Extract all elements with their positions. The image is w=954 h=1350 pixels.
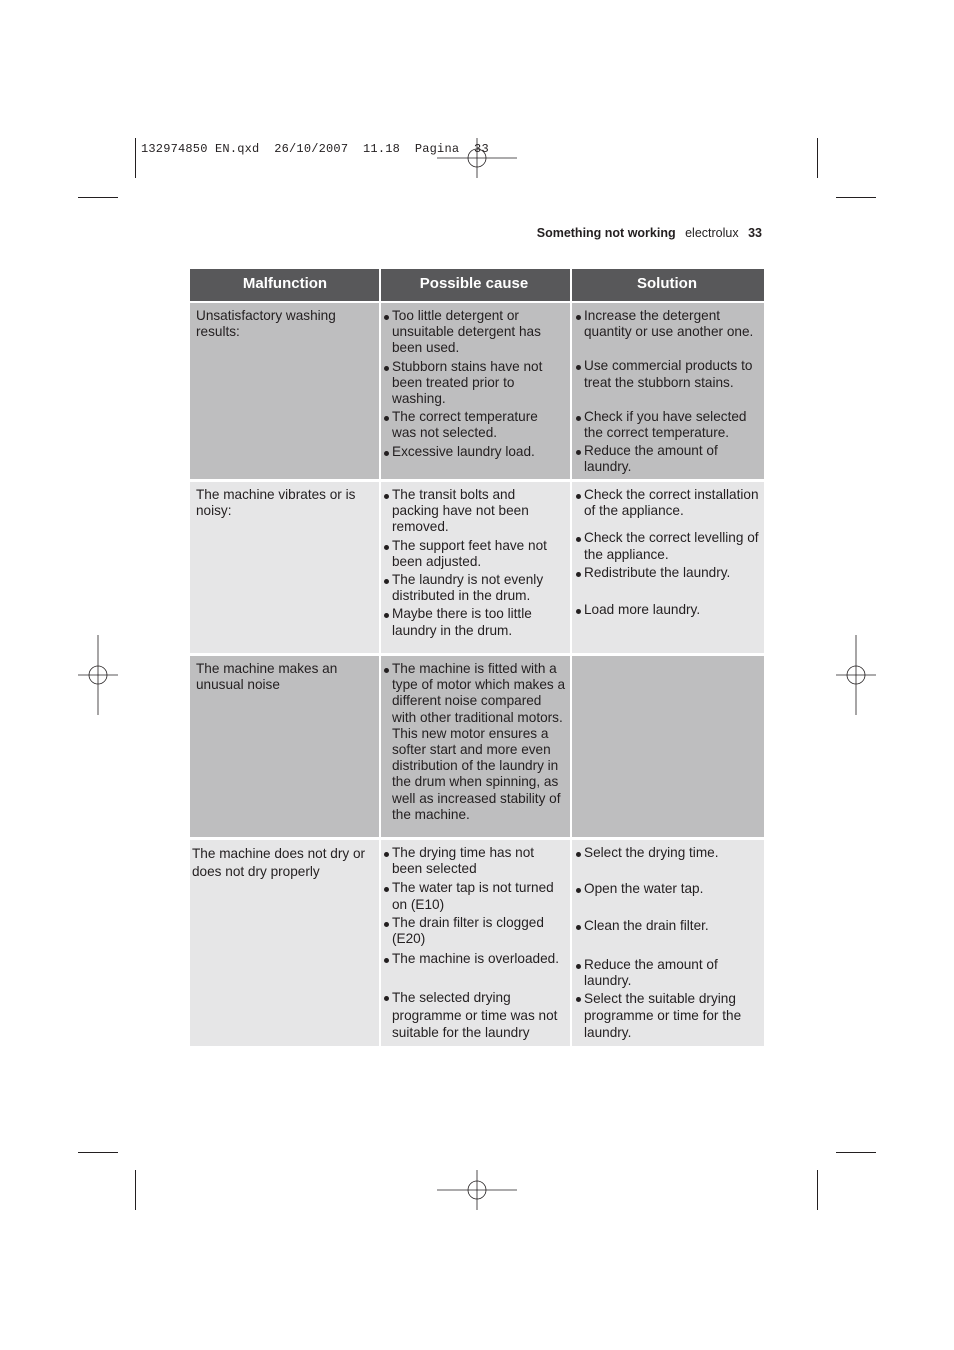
cause-item: The laundry is not evenly distributed in the drum.: [383, 572, 565, 604]
crop-mark: [135, 1170, 136, 1210]
crop-mark: [836, 197, 876, 198]
cause-item: The selected drying programme or time was not suitable for the laundry: [383, 989, 565, 1042]
cause-cell: [381, 840, 570, 1046]
column-header-cause: Possible cause: [381, 269, 570, 301]
solution-item: Load more laundry.: [575, 602, 759, 618]
solution-item: Select the suitable drying programme or time for the laundry.: [575, 990, 759, 1041]
table-row: [190, 656, 764, 837]
column-header-malfunction: Malfunction: [190, 269, 379, 301]
section-title: Something not working: [536, 226, 676, 240]
cause-item: Maybe there is too little laundry in the drum.: [383, 606, 565, 638]
solution-item: Open the water tap.: [575, 881, 759, 897]
malfunction-cell: Unsatisfactory washing results:: [190, 303, 379, 479]
table-row: [190, 482, 764, 653]
crop-mark: [836, 1152, 876, 1153]
cause-item: Stubborn stains have not been treated prior to washing.: [383, 359, 565, 408]
cause-cell: [381, 303, 570, 479]
registration-mark-icon: [836, 635, 876, 715]
solution-cell: [572, 482, 764, 653]
solution-item: Reduce the amount of laundry.: [575, 957, 759, 989]
crop-mark: [817, 138, 818, 178]
cause-item: The support feet have not been adjusted.: [383, 538, 565, 570]
solution-item: Redistribute the laundry.: [575, 565, 759, 581]
troubleshooting-table: [190, 269, 764, 1049]
cause-cell: [381, 656, 570, 837]
cause-item: The drain filter is clogged (E20): [383, 915, 565, 947]
cause-cell: [381, 482, 570, 653]
cause-item: The water tap is not turned on (E10): [383, 880, 565, 912]
registration-mark-icon: [78, 635, 118, 715]
brand-name: electrolux: [685, 226, 739, 240]
malfunction-cell: The machine does not dry or does not dry properly: [190, 840, 379, 1046]
cause-item: The transit bolts and packing have not been removed.: [383, 487, 565, 536]
solution-item: Use commercial products to treat the stubborn stains.: [575, 358, 759, 390]
solution-cell: [572, 840, 764, 1046]
cause-item: The correct temperature was not selected.: [383, 409, 565, 441]
crop-mark: [135, 138, 136, 178]
solution-item: Check if you have selected the correct temperature.: [575, 409, 759, 441]
cause-item: The machine is overloaded.: [383, 951, 565, 967]
registration-mark-icon: [437, 1170, 517, 1210]
cause-item: Too little detergent or unsuitable detergent has been used.: [383, 308, 565, 357]
crop-mark: [817, 1170, 818, 1210]
cause-item: The machine is fitted with a type of motor which makes a different noise compared with other traditional motors. This new motor ensures a softer start and more even distribution of the laundry in the drum when spinning, as well as increased stability of the machine.: [383, 661, 565, 823]
solution-item: Select the drying time.: [575, 845, 759, 861]
crop-mark: [78, 197, 118, 198]
solution-item: Reduce the amount of laundry.: [575, 443, 759, 475]
solution-item: Check the correct levelling of the appliance.: [575, 530, 759, 562]
column-header-solution: Solution: [572, 269, 764, 301]
print-slug: 132974850 EN.qxd 26/10/2007 11.18 Pagina 33: [141, 142, 489, 156]
running-header: [537, 226, 762, 240]
table-row: [190, 303, 764, 479]
cause-item: The drying time has not been selected: [383, 845, 565, 877]
page-number: 33: [748, 226, 762, 240]
solution-item: Clean the drain filter.: [575, 918, 759, 934]
solution-item: Check the correct installation of the appliance.: [575, 487, 759, 519]
table-row: [190, 840, 764, 1046]
cause-item: Excessive laundry load.: [383, 444, 565, 460]
crop-mark: [78, 1152, 118, 1153]
table-header-row: [190, 269, 764, 301]
malfunction-cell: The machine vibrates or is noisy:: [190, 482, 379, 653]
malfunction-cell: The machine makes an unusual noise: [190, 656, 379, 837]
solution-cell: [572, 303, 764, 479]
solution-cell: [572, 656, 764, 837]
solution-item: Increase the detergent quantity or use another one.: [575, 308, 759, 340]
